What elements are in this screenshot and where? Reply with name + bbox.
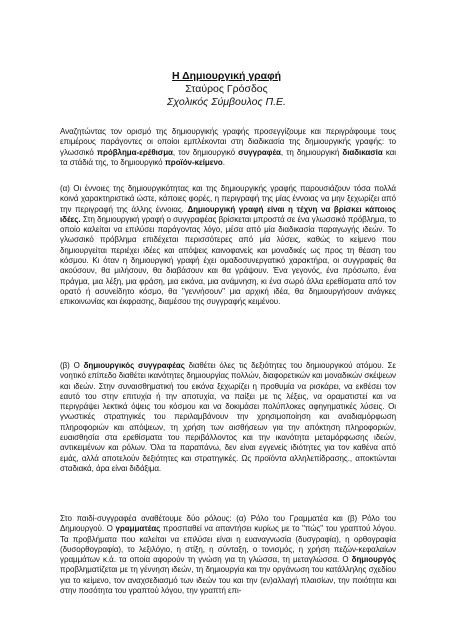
paragraph-b (60, 361, 396, 474)
paragraph-intro (60, 127, 396, 168)
emphasized-term: Δημιουργική γραφή είναι η τέχνη να βρίσκει κάποιος ιδέες. (60, 204, 396, 224)
emphasized-term: προϊόν-κείμενο (164, 157, 223, 167)
emphasized-term: πρόβλημα-ερέθισμα (96, 147, 173, 157)
author-name: Σταύρος Γρόσδος (185, 83, 268, 95)
text-run: (β) Ο (60, 361, 84, 370)
document-title: Η Δημιουργική γραφή (171, 70, 282, 82)
text-run: . (222, 157, 225, 167)
paragraph-a (60, 184, 396, 308)
emphasized-term: διαδικασία (342, 147, 383, 157)
text-run: και τα στάδιά της, το δημιουργικό (60, 147, 397, 167)
emphasized-term: δημιουργός (351, 555, 396, 565)
document-header (0, 70, 453, 109)
text-run: Στο παιδί-συγγραφέα αναθέτουμε δύο ρόλους: (α) Ρόλο του Γραμματέα και (β) Ρόλο του Δημιουργού. Ο (60, 514, 396, 534)
text-run: προσπαθεί να απαντήσει κυρίως με το "πώς" του γραπτού λόγου. Τα προβλήματα που καλείται να επιλύσει είναι η ευαναγνωσία (δυσγραφία), η ορθογραφία (δυσορθογραφία), το λεξιλόγιο, η στίξη, η σύνταξη, ο τονισμός, η χρήση πεζών-κεφαλαίων γραμμάτων κ.ά. τα οποία αφορούν τη γνώση για τη γλώσσα, τη μεταγλώσσα. Ο (60, 524, 397, 565)
text-run: προβληματίζεται με τη γέννηση ιδεών, τη δημιουργία και την οργάνωση του κατάλληλης σχεδίου για το κείμενο, τον αναχσεδιασμό των ιδεών του και την (εν)αλλαγή πλαισίων, την ποιότητα και στην ποσότητα του γραπτού λόγου, την γραπτή επι- (60, 565, 396, 596)
emphasized-term: δημιουργικός συγγραφέας (83, 361, 185, 370)
emphasized-term: συγγραφέα (238, 147, 281, 157)
emphasized-term: γραμματέας (115, 524, 161, 534)
text-run: διαθέτει όλες τις δεξιότητες του δημιουργικού ατόμου. Σε νοητικό επίπεδο διαθέτει ικανότητες δημιουργίας πολλών, διαφορετικών και μοναδικών σκέψεων και ιδεών. Στην συναισθηματική του εικόνα ξεχωρίζει η προθυμία να ρισκάρει, να εκθέσει τον εαυτό του στην επιτυχία ή την αποτυχία, να παίξει με τις λέξεις, να οραματιστεί και να περιγράψει λεκτικά όψεις του κόσμου και να δοκιμάσει πολύπλοκες αφηγηματικές λύσεις. Οι γνωστικές στρατηγικές του περιλαμβάνουν την χρησιμοποίηση και αναδιαμόρφωση πληροφοριών και απόψεων, τη χρήση των αισθήσεων για την απόκτηση πληροφοριών, ευαισθησία στα ερεθίσματα του περιβάλλοντος και την ικανότητα μεταμόρφωσης ιδεών, αντικειμένων και ρόλων. Όλα τα παραπάνω, δεν είναι εγγενείς ιδιότητες για τον καθένα από εμάς, αλλά αποτελούν δεξιότητες και στρατηγικές. Ως προϊόντα αλληλεπίδρασης., αποκτώνται σταδιακά, άρα είναι διδάξιμα. (60, 361, 396, 473)
paragraph-roles (60, 514, 396, 596)
text-run: , τον δημιουργικό (172, 147, 239, 157)
author-role: Σχολικός Σύμβουλος Π.Ε. (167, 96, 286, 108)
text-run: , τη δημιουργική (280, 147, 343, 157)
text-run: (α) Οι έννοιες της δημιουργικότητας και της δημιουργικής γραφής παρουσιάζουν τόσα πολλά κοινά χαρακτηριστικά ώστε, κάποιες φορές, η περιγραφή της μίας έννοιας να μην ξεχωρίζει από την περιγραφή της άλλης έννοιας. (60, 184, 396, 214)
text-run: Αναζητώντας τον ορισμό της δημιουργικής γραφής προσεγγίζουμε και περιγράφουμε τους επιμέρους παράγοντες οι οποίοι εμπλέκονται στη διαδικασία της δημιουργικής γραφής: το γλωσσικό (60, 127, 396, 157)
text-run: Στη δημιουργική γραφή ο συγγραφέας βρίσκεται μπροστά σε ένα γλωσσικό πρόβλημα, το οποίο καλείται να επιλύσει παράγοντας λόγο, μέσα από μία διαδικασία παραγωγής ιδεών. Το γλωσσικό πρόβλημα επιδέχεται περισσότερες από μία λύσεις, καθώς το κείμενο που δημιουργείται περιέχει ιδέες και απόψεις καινοφανείς και μοναδικές ως προς τη θέαση του κόσμου. Κι όταν η δημιουργική γραφή έχει ομαδοσυνεργατικό χαρακτήρα, οι συγγραφείς θα ακούσουν, θα μιλήσουν, θα διαβάσουν και θα γράψουν. Ένα γεγονός, ένα πρόσωπο, ένα πράγμα, μια λέξη, μια φράση, μια εικόνα, μια ανάμνηση, κι ένα σωρό άλλα ερεθίσματα από τον ορατό ή ασυνείδητο κόσμο, θα "γεννήσουν" μια αρχική ιδέα, θα δημιουργήσουν ανάγκες επικοινωνίας και έκφρασης, διαμέσου της συγγραφής κειμένου. (60, 214, 396, 307)
